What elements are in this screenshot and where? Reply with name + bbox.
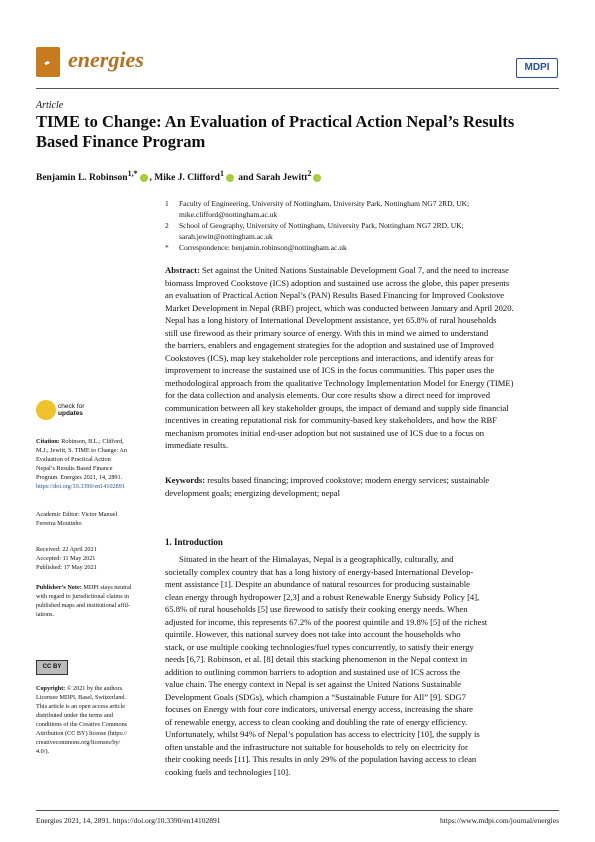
footer-rule (36, 810, 559, 811)
publisher-logo[interactable]: MDPI (516, 58, 558, 78)
copyright-block: Copyright: © 2021 by the authors. Licensee MDPI, Basel, Switzerland. This article is an open access article distributed under the terms and conditions of the Creative Commons Attribution (CC BY) license (https:// creativecommons.org/licenses/by/ 4.0/). (36, 685, 128, 755)
orcid-icon[interactable] (226, 174, 234, 182)
abstract-line: communication between all key stakeholder groups, the impact of demand and supply side financial (165, 402, 509, 413)
abstract-line: Market Development in Nepal (RBF) project, which was conducted between January and April 2020. (165, 302, 514, 313)
abstract (165, 264, 555, 452)
abstract-line: mechanism promotes initial end-user adoption but not sustained use of ICS due to a focus on (165, 427, 485, 438)
affiliation-line: Faculty of Engineering, University of Nottingham, University Park, Nottingham NG7 2RD, UK; (179, 199, 470, 208)
keywords-line: development goals; energizing development; nepal (165, 487, 341, 498)
affiliation-number: 2 (165, 221, 169, 230)
abstract-line: immediate results. (165, 440, 229, 450)
affiliation-line[interactable]: Correspondence: benjamin.robinson@nottingham.ac.uk (179, 243, 347, 252)
footer-journal-link[interactable]: https://www.mdpi.com/journal/energies (440, 816, 559, 825)
abstract-line: Cookstoves (ICS), map key stakeholder role perceptions and interactions, and identify areas for (165, 352, 494, 363)
check-for-updates-icon[interactable] (36, 400, 56, 420)
orcid-icon[interactable] (140, 174, 148, 182)
header-rule (36, 88, 559, 89)
orcid-icon[interactable] (313, 174, 321, 182)
page-title: TIME to Change: An Evaluation of Practical Action Nepal’s Results Based Finance Program (36, 112, 515, 151)
abstract-line: still use firewood as their primary source of energy. With this in mind we aimed to understand (165, 327, 489, 338)
affiliation-2 (165, 221, 555, 242)
author-sup: 2 (307, 169, 312, 178)
keywords-line: Keywords: results based financing; improved cookstove; modern energy services; sustainable (165, 475, 490, 485)
abstract-label: Abstract: (165, 265, 200, 275)
abstract-line: Nepal has a long history of International Development assistance, yet 65.8% of rural households (165, 315, 497, 325)
author-sup: 1 (219, 169, 224, 178)
copyright-label: Copyright: (36, 685, 66, 692)
academic-editor: Academic Editor: Victor Manuel Ferreira Moutinho (36, 511, 118, 527)
publisher-note: Publisher’s Note: MDPI stays neutral with regard to jurisdictional claims in published maps and institutional affil- iations. (36, 584, 132, 618)
section-heading: 1. Introduction (165, 537, 223, 547)
intro-paragraph: Situated in the heart of the Himalayas, Nepal is a geographically, culturally, and societally complex country that has a long history of energy-based International Develop- ment assistance [1]. Despite an abundance of natural resources for producing sustainable clean energy through hydropower [2,3] and a robust Renewable Energy Subsidy Policy [4], 65.8% of rural households [5] use firewood to satisfy their cooking energy needs. When adjusted for income, this represents 67.2% of the poorest quintile and 19.8% [5] of the richest quintile. However, this national survey does not take into account the households who stack, or use multiple cooking technologies/fuel types concurrently, to satisfy their energy needs [6,7]. Robinson, et al. [8] detail this stacking phenomenon in the Nepal context in addition to outlining common barriers to adoption and sustained use of ICS across the value chain. The energy context in Nepal is set against the United Nations Sustainable Development Goals (SDGs), which champion a “Sustainable Future for All” [9]. SDG7 focuses on Energy with four core indicators, universal energy access, increasing the share of renewable energy, access to clean cooking and doubling the rate of energy efficiency. Unfortunately, whilst 94% of Nepal’s population has access to electricity [10], the supply is often unstable and the infrastructure not suitable for households to rely on electricity for their cooking needs [11]. This results in only 29% of the population having access to clean cooking fuels and technologies [10]. (165, 554, 488, 777)
abstract-line: incentives in creating reputational risk for community-based key stakeholders, and how the RBF (165, 415, 497, 425)
affiliation-number: 1 (165, 199, 169, 208)
author-list (36, 169, 323, 183)
abstract-line: methodological approach from the qualitative Technology Implementation Model for Energy (TIME) (165, 377, 514, 388)
abstract-line: Abstract: Set against the United Nations Sustainable Development Goal 7, and the need to increase (165, 265, 509, 275)
author-separator: , (149, 173, 155, 184)
author-sup: 1,* (127, 169, 138, 178)
journal-name[interactable]: energies (68, 47, 144, 72)
affiliation-1 (165, 199, 555, 220)
author-name: Mike J. Clifford (154, 173, 220, 184)
correspondence (165, 243, 555, 254)
abstract-line: improvement to increase the sustained use of ICS in the focus communities. This paper uses the (165, 365, 495, 375)
citation-label: Citation: (36, 438, 60, 445)
affiliation-number: * (165, 243, 169, 252)
author-name: Benjamin L. Robinson (36, 173, 128, 184)
citation-block: Citation: Robinson, B.L.; Clifford, M.J.; Jewitt, S. TIME to Change: An Evaluation of Practical Action Nepal’s Results Based Finance Program. Energies 2021, 14, 2891. https://doi.org/10.3390/en14102891 (36, 437, 154, 491)
abstract-line: biomass Improved Cookstove (ICS) adoption and sustained use across the globe, this paper presents (165, 277, 510, 288)
cc-license-icon[interactable]: CC BY (36, 660, 68, 675)
affiliation-line: School of Geography, University of Nottingham, University Park, Nottingham NG7 2RD, UK; (179, 221, 464, 230)
author-name: Sarah Jewitt (255, 173, 308, 184)
abstract-line: the barriers, enablers and engagement strategies for the adoption and sustained use of Improved (165, 340, 494, 350)
dates-block: Received: 22 April 2021 Accepted: 11 May 2021 Published: 17 May 2021 (36, 546, 97, 571)
check-for-updates[interactable]: check for updates (58, 403, 85, 417)
affiliation-email[interactable]: sarah.jewitt@nottingham.ac.uk (179, 231, 273, 241)
abstract-line: an evaluation of Practical Action Nepal’s (PAN) Results Based Financing for Improved Cookstove (165, 290, 505, 300)
publisher-note-label: Publisher’s Note: (36, 584, 82, 591)
affiliation-email[interactable]: mike.clifford@nottingham.ac.uk (179, 209, 278, 219)
journal-logo-icon (36, 47, 60, 77)
keywords (165, 474, 555, 499)
article-type: Article (36, 100, 64, 111)
keywords-label: Keywords: (165, 475, 206, 485)
author-separator: and (235, 173, 256, 184)
doi-link[interactable]: https://doi.org/10.3390/en14102891 (36, 483, 125, 490)
footer-citation[interactable]: Energies 2021, 14, 2891. https://doi.org/10.3390/en14102891 (36, 816, 221, 825)
abstract-line: for the data collection and analysis elements. Our core results show a direct need for improved (165, 390, 491, 400)
